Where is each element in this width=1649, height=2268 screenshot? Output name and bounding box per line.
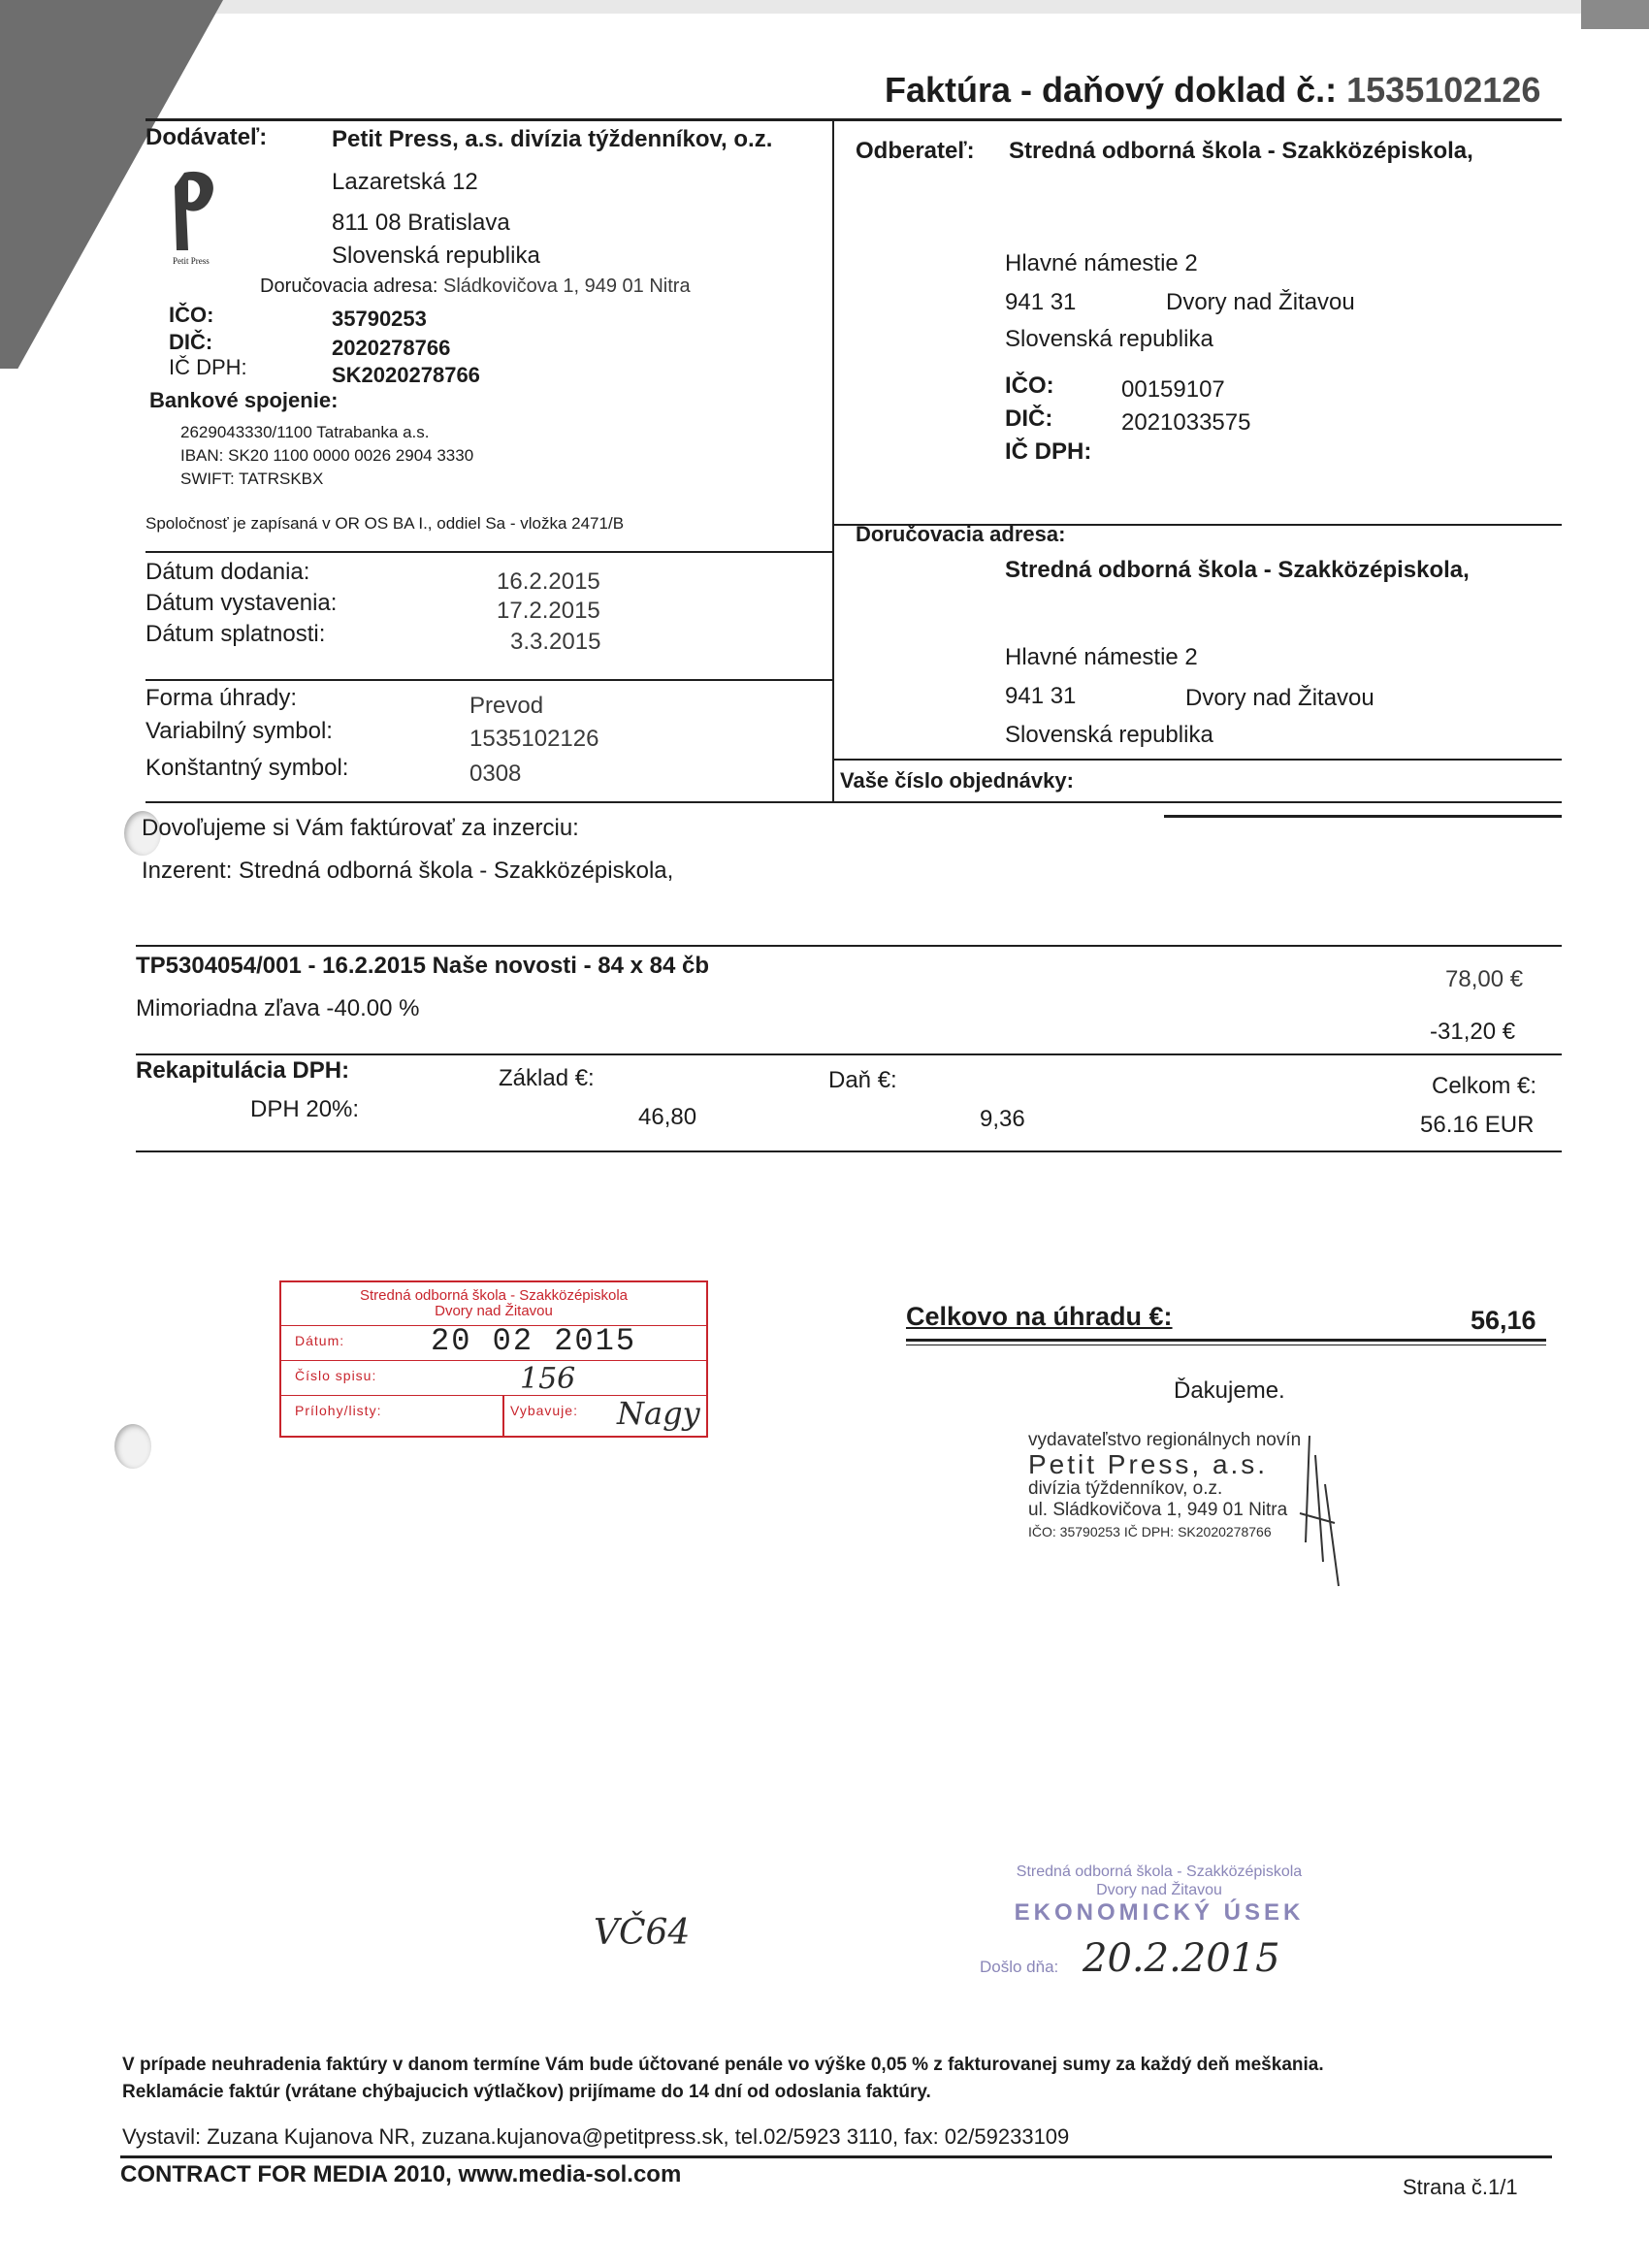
company-stamp-name: Petit Press, a.s. — [1028, 1449, 1269, 1479]
advertiser-text: Inzerent: Stredná odborná škola - Szakközépiskola, — [142, 858, 674, 884]
vat-tax-label: Daň €: — [828, 1067, 897, 1093]
supplier-dic-label: DIČ: — [169, 330, 213, 354]
vat-base: 46,80 — [638, 1104, 697, 1130]
register-note: Spoločnosť je zapísaná v OR OS BA I., oddiel Sa - vložka 2471/B — [146, 514, 625, 533]
customer-zip: 941 31 — [1005, 289, 1077, 315]
supplier-icdph-label: IČ DPH: — [169, 355, 247, 379]
vat-total: 56.16 EUR — [1420, 1112, 1535, 1138]
vat-recap-label: Rekapitulácia DPH: — [136, 1057, 350, 1084]
vat-rate: DPH 20%: — [250, 1096, 360, 1122]
invoice-number: 1535102126 — [1346, 70, 1541, 110]
header-block-rule — [146, 801, 1562, 803]
delivery-zip: 941 31 — [1005, 683, 1077, 709]
received-stamp-line2: Dvory nad Žitavou — [1096, 1882, 1222, 1898]
discount-amount: -31,20 € — [1430, 1019, 1516, 1045]
variable-symbol: 1535102126 — [469, 726, 599, 752]
supplier-delivery-address: Doručovacia adresa: Sládkovičova 1, 949 01 Nitra — [260, 275, 691, 297]
delivery-rule — [832, 759, 1562, 761]
company-stamp-line5: IČO: 35790253 IČ DPH: SK2020278766 — [1028, 1524, 1272, 1539]
vat-total-label: Celkom €: — [1432, 1073, 1537, 1099]
delivery-label: Doručovacia adresa: — [856, 522, 1066, 546]
invoice-title: Faktúra - daňový doklad č.: 1535102126 — [885, 70, 1541, 110]
company-stamp-line1: vydavateľstvo regionálnych novín — [1028, 1430, 1302, 1450]
issue-date-label: Dátum vystavenia: — [146, 590, 338, 616]
supplier-rule — [146, 551, 832, 553]
delivery-date-label: Dátum dodania: — [146, 559, 310, 585]
item-title: TP5304054/001 - 16.2.2015 Naše novosti - 84 x 84 čb — [136, 953, 710, 979]
supplier-street: Lazaretská 12 — [332, 169, 478, 195]
customer-city: Dvory nad Žitavou — [1166, 289, 1355, 315]
bank-label: Bankové spojenie: — [149, 388, 339, 412]
short-rule — [1164, 815, 1562, 818]
received-stamp-dept: EKONOMICKÝ ÚSEK — [1014, 1899, 1305, 1926]
company-stamp-signature — [1271, 1426, 1358, 1591]
supplier-ico: 35790253 — [332, 307, 427, 331]
supplier-label: Dodávateľ: — [146, 124, 268, 150]
item-price: 78,00 € — [1445, 966, 1524, 992]
received-stamp — [999, 1863, 1319, 1927]
total-value: 56,16 — [1471, 1306, 1536, 1335]
customer-name: Stredná odborná škola - Szakközépiskola, — [1009, 138, 1473, 164]
customer-street: Hlavné námestie 2 — [1005, 250, 1198, 276]
company-stamp-line4: ul. Sládkovičova 1, 949 01 Nitra — [1028, 1500, 1288, 1520]
stamp-school-town: Dvory nad Žitavou — [435, 1303, 553, 1319]
bank-account: 2629043330/1100 Tatrabanka a.s. — [180, 423, 430, 441]
customer-icdph-label: IČ DPH: — [1005, 438, 1092, 465]
total-label: Celkovo na úhradu €: — [906, 1302, 1173, 1331]
scan-top-edge — [0, 0, 1649, 14]
bank-swift: SWIFT: TATRSKBX — [180, 470, 324, 488]
handwritten-note: VČ64 — [594, 1913, 691, 1953]
stamp-handler-label: Vybavuje: — [510, 1403, 578, 1418]
constant-symbol: 0308 — [469, 761, 522, 787]
footer-rule — [120, 2155, 1552, 2158]
delivery-street: Hlavné námestie 2 — [1005, 644, 1198, 670]
delivery-city: Dvory nad Žitavou — [1185, 685, 1374, 711]
supplier-icdph: SK2020278766 — [332, 363, 480, 387]
total-rule — [906, 1339, 1546, 1342]
column-divider — [832, 118, 834, 801]
stamp-school-name: Stredná odborná škola - Szakközépiskola — [360, 1287, 628, 1304]
handler-signature: Nagy — [617, 1395, 700, 1432]
delivery-date: 16.2.2015 — [497, 568, 600, 595]
bank-iban: IBAN: SK20 1100 0000 0026 2904 3330 — [180, 446, 474, 465]
customer-ico: 00159107 — [1121, 376, 1225, 403]
supplier-name: Petit Press, a.s. divízia týždenníkov, o.z. — [332, 126, 773, 152]
company-stamp — [1028, 1430, 1301, 1542]
stamp-file-value: 156 — [520, 1362, 576, 1396]
intro-text: Dovoľujeme si Vám faktúrovať za inzerciu: — [142, 815, 579, 841]
due-date-label: Dátum splatnosti: — [146, 621, 326, 647]
payment-form-label: Forma úhrady: — [146, 685, 298, 711]
supplier-dic: 2020278766 — [332, 336, 451, 360]
received-date-label: Došlo dňa: — [980, 1958, 1059, 1976]
software-note: CONTRACT FOR MEDIA 2010, www.media-sol.com — [120, 2161, 682, 2187]
delivery-country: Slovenská republika — [1005, 722, 1213, 748]
vat-base-label: Základ €: — [499, 1065, 595, 1091]
claims-note: Reklamácie faktúr (vrátane chýbajucich výtlačkov) prijímame do 14 dní od odoslania faktúry. — [122, 2082, 931, 2102]
stamp-date-label: Dátum: — [295, 1333, 345, 1348]
dates-rule — [146, 679, 832, 681]
order-number-label: Vaše číslo objednávky: — [840, 768, 1074, 793]
customer-dic-label: DIČ: — [1005, 405, 1053, 432]
discount-label: Mimoriadna zľava -40.00 % — [136, 995, 420, 1021]
stamp-date-value: 20 02 2015 — [431, 1323, 637, 1359]
supplier-ico-label: IČO: — [169, 303, 214, 327]
customer-dic: 2021033575 — [1121, 409, 1251, 436]
constant-symbol-label: Konštantný symbol: — [146, 755, 349, 781]
payment-form: Prevod — [469, 693, 544, 719]
stamp-attach-label: Prílohy/listy: — [295, 1403, 382, 1418]
delivery-name: Stredná odborná škola - Szakközépiskola, — [1005, 557, 1470, 583]
issued-by: Vystavil: Zuzana Kujanova NR, zuzana.kujanova@petitpress.sk, tel.02/5923 3110, fax: 02/59233109 — [122, 2124, 1070, 2149]
petit-press-logo — [171, 167, 221, 254]
item-bottom-rule — [136, 1053, 1562, 1055]
issue-date: 17.2.2015 — [497, 598, 600, 624]
logo-caption: Petit Press — [173, 256, 210, 266]
received-stamp-line1: Stredná odborná škola - Szakközépiskola — [1016, 1863, 1303, 1880]
vat-tax: 9,36 — [980, 1106, 1025, 1132]
variable-symbol-label: Variabilný symbol: — [146, 718, 333, 744]
penalty-note: V prípade neuhradenia faktúry v danom termíne Vám bude účtované penále vo výške 0,05 % z fakturovanej sumy za každý deň meškania. — [122, 2055, 1324, 2075]
stamp-file-label: Číslo spisu: — [295, 1368, 377, 1383]
due-date: 3.3.2015 — [510, 629, 601, 655]
customer-ico-label: IČO: — [1005, 373, 1054, 399]
customer-country: Slovenská republika — [1005, 326, 1213, 352]
scan-right-edge — [1581, 0, 1649, 29]
punch-hole — [114, 1424, 151, 1469]
received-date-value: 20.2.2015 — [1083, 1936, 1280, 1981]
supplier-country: Slovenská republika — [332, 243, 540, 269]
supplier-city: 811 08 Bratislava — [332, 210, 510, 236]
thanks-text: Ďakujeme. — [1174, 1377, 1285, 1404]
customer-label: Odberateľ: — [856, 138, 975, 164]
title-rule — [146, 118, 1562, 121]
item-top-rule — [136, 945, 1562, 947]
company-stamp-line3: divízia týždenníkov, o.z. — [1028, 1478, 1223, 1499]
page-number: Strana č.1/1 — [1403, 2175, 1518, 2199]
vat-bottom-rule — [136, 1150, 1562, 1152]
